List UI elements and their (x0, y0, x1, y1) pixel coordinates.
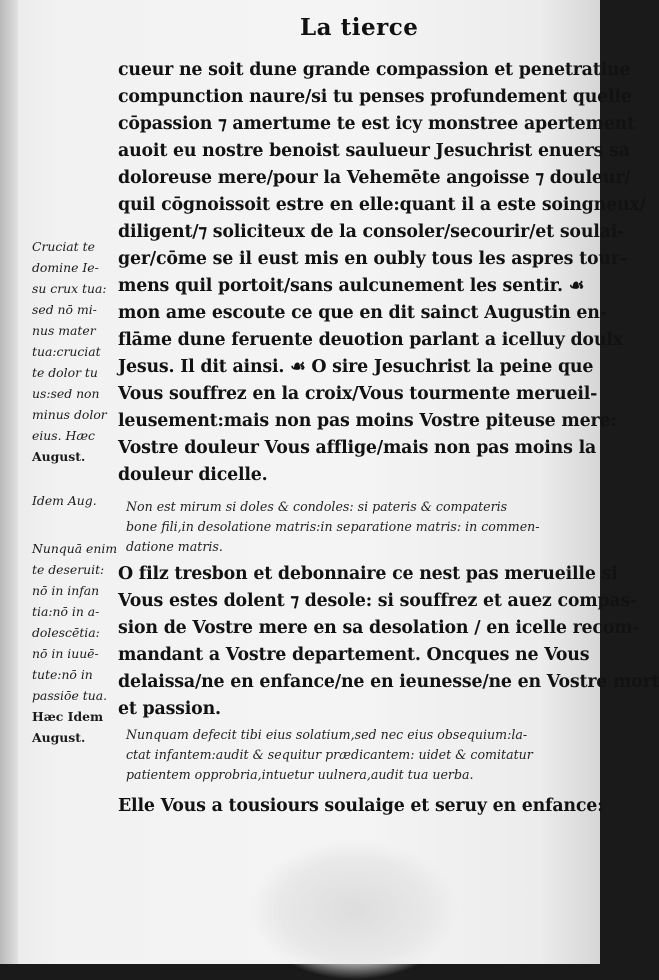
margin-line: us:sed non (32, 386, 100, 401)
text-line: leusement:mais non pas moins Vostre piteuse mere: (118, 411, 617, 431)
text-line: cōpassion ⁊ amertume te est icy monstree apertement (118, 114, 635, 134)
text-line: Vous estes dolent ⁊ desole: si souffrez et auez compas- (118, 591, 638, 611)
margin-note-nunquam (32, 538, 118, 748)
margin-line: passiōe tua. (32, 688, 108, 703)
running-head: La tierce (300, 14, 419, 41)
paper-stain (250, 840, 460, 980)
text-line: delaissa/ne en enfance/ne en ieunesse/ne en Vostre mort (118, 672, 659, 692)
margin-line: nus mater (32, 323, 96, 338)
latin-line: Nunquam defecit tibi eius solatium,sed nec eius obsequium:la- (126, 727, 528, 742)
margin-line: Nunquā enim (32, 541, 118, 556)
margin-line: sed nō mi- (32, 302, 97, 317)
text-line: Jesus. Il dit ainsi. ☙ O sire Jesuchrist la peine que (118, 357, 594, 377)
text-line: Vostre douleur Vous afflige/mais non pas moins la (118, 438, 597, 458)
margin-line: nō in iuuē- (32, 646, 99, 661)
text-line: auoit eu nostre benoist saulueur Jesuchrist enuers sa (118, 141, 630, 161)
text-line: cueur ne soit dune grande compassion et penetratiue (118, 60, 631, 80)
margin-line: domine Ie- (32, 260, 99, 275)
latin-quote-2 (126, 725, 593, 785)
text-line: O filz tresbon et debonnaire ce nest pas merueille si (118, 564, 618, 584)
main-text-block (118, 57, 659, 820)
text-line: mens quil portoit/sans aulcunement les sentir. ☙ (118, 276, 585, 296)
text-line: mon ame escoute ce que en dit sainct Augustin en- (118, 303, 607, 323)
latin-line: datione matris. (126, 539, 223, 554)
margin-line: tute:nō in (32, 667, 93, 682)
margin-line: minus dolor (32, 407, 107, 422)
text-line: flāme dune feruente deuotion parlant a icelluy doulx (118, 330, 623, 350)
text-line: mandant a Vostre departement. Oncques ne Vous (118, 645, 590, 665)
latin-quote-1 (126, 497, 593, 557)
latin-line: bone fili,in desolatione matris:in separatione matris: in commen- (126, 519, 540, 534)
latin-line: patientem opprobria,intuetur uulnera,audit tua uerba. (126, 767, 474, 782)
latin-line: ctat infantem:audit & sequitur prædicantem: uidet & comitatur (126, 747, 533, 762)
text-line: douleur dicelle. (118, 465, 268, 485)
latin-line: Non est mirum si doles & condoles: si pateris & compateris (126, 499, 508, 514)
paragraph-3 (118, 793, 604, 820)
text-line: diligent/⁊ soliciteux de la consoler/secourir/et soulai- (118, 222, 625, 242)
text-line: et passion. (118, 699, 221, 719)
margin-line: te deseruit: (32, 562, 105, 577)
margin-line: eius. Hæc (32, 428, 95, 443)
text-line: sion de Vostre mere en sa desolation / en icelle recom- (118, 618, 640, 638)
text-line: Vous souffrez en la croix/Vous tourmente merueil- (118, 384, 598, 404)
text-line: quil cōgnoissoit estre en elle:quant il a este soingneux/ (118, 195, 646, 215)
margin-note-augustine (32, 236, 118, 467)
margin-line: Hæc Idem (32, 709, 104, 724)
text-line: ger/cōme se il eust mis en oubly tous les aspres tour- (118, 249, 627, 269)
margin-line: Cruciat te (32, 239, 95, 254)
margin-line: August. (32, 449, 86, 464)
margin-line: tia:nō in a- (32, 604, 100, 619)
margin-line: te dolor tu (32, 365, 98, 380)
text-line: doloreuse mere/pour la Vehemēte angoisse ⁊ douleur/ (118, 168, 631, 188)
margin-line: August. (32, 730, 86, 745)
margin-line: nō in infan (32, 583, 100, 598)
text-line: compunction naure/si tu penses profundement quelle (118, 87, 632, 107)
text-line: Elle Vous a tousiours soulaige et seruy en enfance: (118, 796, 604, 816)
margin-line: Idem Aug. (32, 493, 97, 508)
margin-line: tua:cruciat (32, 344, 101, 359)
margin-note-idem (32, 490, 118, 511)
margin-line: su crux tua: (32, 281, 107, 296)
paragraph-1 (118, 57, 646, 489)
paragraph-2 (118, 561, 659, 723)
margin-line: dolescētia: (32, 625, 100, 640)
